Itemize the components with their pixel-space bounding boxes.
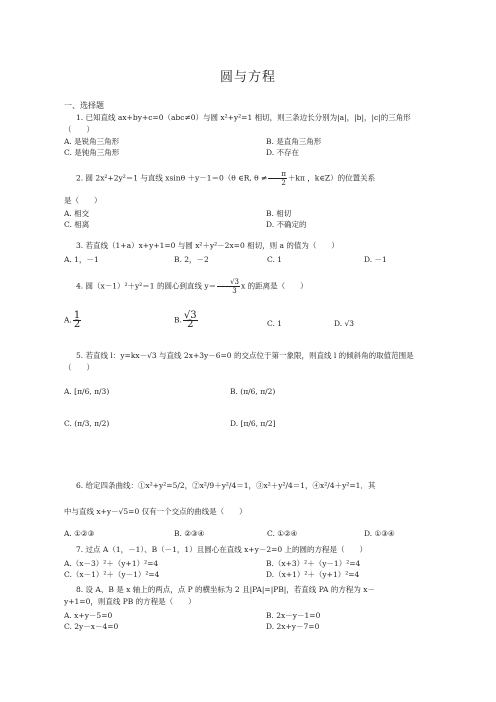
question-8-options <box>64 610 434 634</box>
option-c: C. 是钝角三角形 <box>64 148 120 157</box>
option-b <box>174 312 199 329</box>
option-d: D. －1 <box>364 255 387 264</box>
option-c: C. 相离 <box>64 220 90 229</box>
option-b: B. 是直角三角形 <box>266 137 322 146</box>
option-a: A. 1，－1 <box>64 255 99 264</box>
fraction-numerator: π <box>268 170 287 179</box>
option-c: C. ①②④ <box>267 529 298 538</box>
option-d: D. ①③④ <box>364 529 395 538</box>
fraction <box>217 278 240 295</box>
fraction <box>268 170 287 187</box>
question-2-text-a: 2. 圆 2x²+2y²＝1 与直线 xsinθ ＋y－1＝0（θ ∈R, θ ≠ <box>76 173 268 183</box>
option-c: C. (π/3, π/2) <box>64 419 110 428</box>
question-3: 3. 若直线（1+a）x+y+1=0 与圆 x²＋y²－2x=0 相切，则 a 的值为（ ） <box>76 241 339 250</box>
question-2-continued: 是（ ） <box>64 196 102 205</box>
option-a: A. [π/6, π/3) <box>64 387 110 396</box>
option-b: B. 2x－y－1=0 <box>266 611 321 620</box>
fraction-numerator: 1 <box>73 310 81 321</box>
question-2-options <box>64 208 434 232</box>
fraction-denominator: 3 <box>232 287 237 295</box>
fraction <box>183 312 198 329</box>
question-6-continued: 中与直线 x+y－√5=0 仅有一个交点的曲线是（ ） <box>64 507 247 516</box>
option-a: A. ①②③ <box>64 529 95 538</box>
fraction-denominator: 2 <box>73 319 81 330</box>
question-4-text-a: 4. 圆（x－1）²＋y²＝1 的圆心到直线 y＝ <box>76 281 217 291</box>
option-d: D. √3 <box>334 319 355 328</box>
option-b: B. ②③④ <box>174 529 205 538</box>
option-b: B. (π/6, π/2) <box>230 387 276 396</box>
section-heading: 一、选择题 <box>64 101 104 110</box>
question-8: 8. 设 A、B 是 x 轴上的两点，点 P 的横坐标为 2 且|PA|=|PB|，若直线 PA 的方程为 x－ <box>76 585 375 594</box>
question-2 <box>64 170 434 187</box>
option-a: A. 相交 <box>64 209 90 218</box>
fraction <box>73 312 81 329</box>
option-d: D. [π/6, π/2] <box>230 419 276 428</box>
option-a: A. 是锐角三角形 <box>64 137 120 146</box>
question-1: 1. 已知直线 ax+by+c=0（abc≠0）与圆 x²+y²=1 相切，则三条边长分别为|a|，|b|，|c|的三角形（ ） <box>64 113 411 134</box>
option-c: C. 1 <box>267 319 283 328</box>
question-5: 5. 若直线 l：y=kx－√3 与直线 2x+3y－6=0 的交点位于第一象限，则直线 l 的倾斜角的取值范围是（ ） <box>64 351 414 372</box>
fraction-numerator: √3 <box>183 310 197 321</box>
question-6: 6. 给定四条曲线：①x²+y²=5/2，②x²/9＋y²/4＝1，③x²＋y²/4＝1，④x²/4＋y²=1．其 <box>76 481 376 490</box>
option-a <box>64 312 82 329</box>
question-7: 7. 过点 A（1，－1）、B（－1，1）且圆心在直线 x+y－2=0 上的圆的方程是（ ） <box>76 545 368 554</box>
option-a-label: A. <box>64 315 72 325</box>
option-d: D. 不存在 <box>266 148 300 157</box>
option-b: B. 2，－2 <box>174 255 209 264</box>
option-d: D. 2x+y－7=0 <box>266 622 320 631</box>
option-c: C.（x－1）²＋（y－1）²=4 <box>64 570 160 579</box>
option-c: C. 1 <box>267 255 283 264</box>
option-c: C. 2y－x－4=0 <box>64 622 119 631</box>
question-5-options <box>64 386 434 436</box>
question-4-text-b: x 的距离是（ ） <box>241 281 308 291</box>
option-b-label: B. <box>174 315 182 325</box>
option-a: A. x+y－5=0 <box>64 611 113 620</box>
question-3-options <box>64 254 434 266</box>
question-6-options <box>64 528 434 540</box>
question-1-options <box>64 136 434 160</box>
question-4 <box>64 278 434 295</box>
option-d: D. 不确定的 <box>266 220 307 229</box>
fraction-denominator: 2 <box>187 319 194 330</box>
question-2-text-b: ＋kπ ，k∈Z）的位置关系 <box>287 173 376 183</box>
fraction-numerator: √3 <box>217 278 240 287</box>
option-b: B. 相切 <box>266 209 292 218</box>
question-4-options <box>64 312 434 336</box>
option-d: D.（x+1）²＋（y+1）²=4 <box>266 570 360 579</box>
page-title: 圆与方程 <box>219 70 276 85</box>
fraction-denominator: 2 <box>281 179 286 187</box>
question-7-options <box>64 558 434 582</box>
question-8-continued: y+1=0，则直线 PB 的方程是（ ） <box>64 597 196 606</box>
option-b: B.（x+3）²＋（y－1）²=4 <box>266 559 361 568</box>
option-a: A.（x－3）²＋（y+1）²=4 <box>64 559 159 568</box>
